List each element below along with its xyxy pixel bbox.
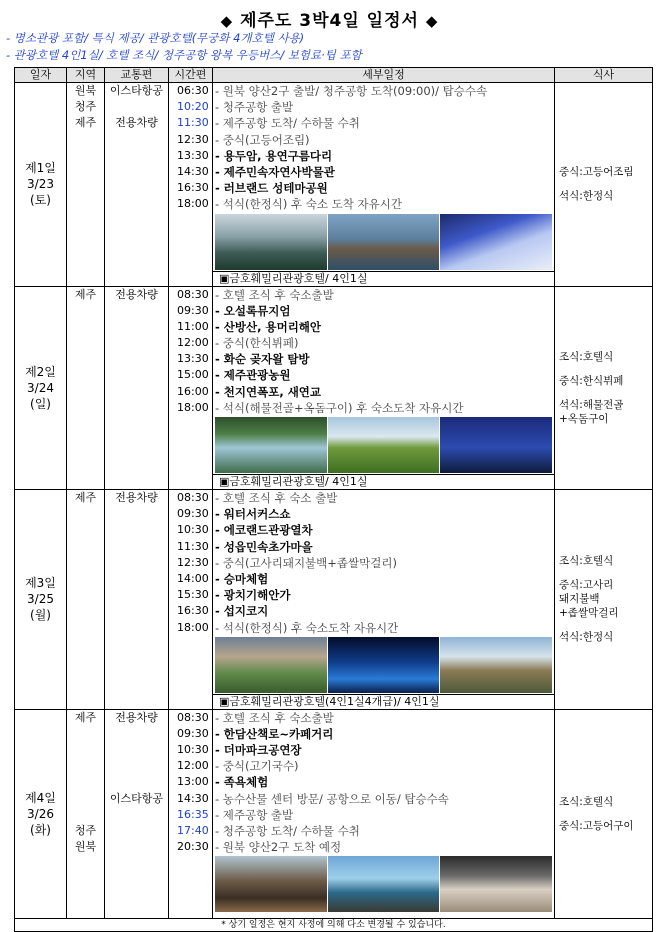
header-row	[15, 68, 653, 83]
time-entry: 09:30	[177, 303, 209, 317]
header-transport: 교통편	[105, 68, 169, 83]
itinerary-item: - 청주공항 출발	[215, 100, 294, 115]
header-meals: 식사	[555, 68, 653, 83]
header-details: 세부일정	[213, 68, 555, 83]
meal-line	[559, 364, 652, 374]
time-cell	[169, 709, 213, 919]
time-entry: 13:30	[177, 352, 209, 366]
time-entry: 16:00	[177, 384, 209, 398]
itinerary-item: - 성읍민속초가마을	[215, 539, 313, 554]
region-line: 청주	[74, 100, 97, 114]
meal-line: 돼지불백	[559, 593, 600, 606]
meal-line: 석식:한정식	[559, 190, 614, 203]
time-cell	[169, 490, 213, 710]
itinerary-item: - 석식(한정식) 후 숙소도착 자유시간	[215, 620, 399, 635]
detail-cell	[213, 490, 555, 710]
day-date-line: 3/26	[27, 807, 54, 822]
coastal-walk-photo	[328, 856, 440, 912]
note-line-1: - 명소관광 포함/ 특식 제공/ 관광호텔(무궁화 4개호텔 사용)	[6, 31, 305, 45]
meal-line: 석식:해물전골	[559, 398, 624, 411]
day-date-cell	[15, 83, 67, 287]
time-entry: 09:30	[177, 726, 209, 740]
folk-village-photo	[440, 637, 552, 693]
day-date-line: 제2일	[25, 364, 56, 379]
time-entry: 10:30	[177, 743, 209, 757]
transport-cell	[105, 709, 169, 919]
itinerary-item: - 광치기해안가	[215, 588, 291, 603]
meal-cell	[555, 286, 653, 490]
transport-line: 전용차량	[115, 116, 158, 130]
day-date-line: (화)	[30, 823, 51, 838]
meal-line: 중식:고사리	[559, 579, 614, 592]
detail-cell	[213, 83, 555, 287]
time-entry: 17:40	[177, 824, 209, 837]
itinerary-item: - 제주공항 출발	[215, 807, 294, 822]
region-cell	[67, 490, 105, 710]
meal-line: 중식:한식뷔페	[559, 374, 624, 387]
time-entry: 20:30	[177, 840, 209, 854]
meal-line: 조식:호텔식	[559, 555, 614, 568]
time-entry: 18:00	[177, 400, 209, 414]
itinerary-item: - 제주관광농원	[215, 368, 291, 383]
meal-line: +좁쌀막걸리	[559, 607, 619, 620]
transport-line	[105, 99, 168, 115]
day-row	[15, 490, 653, 710]
time-entry: 16:30	[177, 181, 209, 195]
day-date-line: 3/25	[27, 592, 54, 607]
meal-cell	[555, 490, 653, 710]
itinerary-item: - 원북 양산2구 도착 예정	[215, 840, 342, 855]
time-entry: 08:30	[177, 710, 209, 724]
time-entry: 14:30	[177, 791, 209, 805]
meal-cell	[555, 83, 653, 287]
itinerary-item: - 더마파크공연장	[215, 743, 302, 758]
coastal-rock-photo	[328, 214, 440, 270]
photo-strip	[215, 417, 552, 473]
region-line: 원북	[74, 840, 97, 854]
region-line	[67, 726, 104, 742]
day-row	[15, 709, 653, 919]
suspension-bridge-photo	[215, 214, 327, 270]
night-bridge-photo	[440, 417, 552, 473]
photo-strip	[215, 856, 552, 912]
day-date-line: (월)	[30, 608, 51, 623]
time-entry: 12:30	[177, 555, 209, 569]
time-cell	[169, 286, 213, 490]
detail-cell	[213, 286, 555, 490]
transport-line: 이스타항공	[109, 791, 164, 805]
itinerary-item: - 중식(한식뷔페)	[215, 336, 299, 351]
time-entry: 12:00	[177, 336, 209, 350]
meal-line: 중식:고등어구이	[559, 820, 634, 833]
time-entry: 08:30	[177, 287, 209, 301]
theme-park-photo	[440, 214, 552, 270]
meal-line	[559, 620, 652, 630]
meal-line	[559, 568, 652, 578]
day-date-cell	[15, 490, 67, 710]
meal-line: 중식:고등어조림	[559, 166, 634, 179]
time-entry: 10:20	[177, 100, 209, 114]
meal-line: 조식:호텔식	[559, 350, 614, 363]
hotel-line: ▣금호훼밀리관광호텔/ 4인1실	[213, 271, 554, 286]
itinerary-item: - 산방산, 용머리해안	[215, 319, 322, 334]
region-cell	[67, 709, 105, 919]
itinerary-item: - 중식(고등어조림)	[215, 132, 310, 147]
itinerary-item: - 호텔 조식 후 숙소 출발	[215, 491, 338, 505]
itinerary-item: - 청주공항 도착/ 수하물 수취	[215, 824, 360, 838]
transport-line: 전용차량	[115, 287, 158, 301]
region-cell	[67, 83, 105, 287]
waterfall-photo	[215, 417, 327, 473]
region-line: 원북	[74, 84, 97, 97]
itinerary-item: - 원북 양산2구 출발/ 청주공항 도착(09:00)/ 탑승수속	[215, 84, 488, 98]
transport-cell	[105, 490, 169, 710]
region-line: 제주	[74, 287, 97, 301]
itinerary-item: - 농수산물 센터 방문/ 공항으로 이동/ 탑승수속	[215, 791, 449, 806]
itinerary-item: - 오설록뮤지엄	[215, 303, 291, 318]
coastline-field-photo	[215, 637, 327, 693]
photo-strip	[215, 637, 552, 693]
green-tea-field-photo	[328, 417, 440, 473]
meal-line	[559, 388, 652, 398]
day-date-line: (토)	[30, 193, 51, 208]
diamond-icon: ◆	[425, 12, 439, 30]
meal-line	[559, 809, 652, 819]
time-entry: 11:30	[177, 539, 209, 553]
itinerary-item: - 한담산책로~카페거리	[215, 726, 334, 741]
title-text: 제주도 3박4일 일정서	[240, 11, 419, 31]
region-line: 제주	[74, 710, 97, 724]
transport-line	[105, 774, 168, 790]
region-cell	[67, 286, 105, 490]
note-line-2: - 관광호텔 4인1실/ 호텔 조식/ 청주공항 왕복 우등버스/ 보험료·팁 포함	[6, 48, 362, 62]
region-line	[67, 774, 104, 790]
time-entry: 14:30	[177, 164, 209, 178]
transport-line: 이스타항공	[109, 84, 164, 97]
region-line: 제주	[74, 116, 97, 130]
region-line: 청주	[74, 824, 97, 837]
time-entry: 12:30	[177, 132, 209, 146]
region-line	[67, 742, 104, 758]
itinerary-item: - 호텔 조식 후 숙소출발	[215, 287, 334, 302]
time-cell	[169, 83, 213, 287]
transport-line: 전용차량	[115, 710, 158, 724]
meal-line: 조식:호텔식	[559, 796, 614, 809]
time-entry: 18:00	[177, 197, 209, 211]
itinerary-item: - 호텔 조식 후 숙소출발	[215, 710, 334, 725]
region-line	[67, 758, 104, 774]
time-entry: 13:30	[177, 148, 209, 162]
photo-strip	[215, 214, 552, 270]
detail-cell	[213, 709, 555, 919]
day-date-cell	[15, 286, 67, 490]
time-entry: 15:30	[177, 588, 209, 602]
transport-cell	[105, 83, 169, 287]
time-entry: 18:00	[177, 620, 209, 634]
day-row	[15, 83, 653, 287]
header-time: 시간편	[169, 68, 213, 83]
footer-note: * 상기 일정은 현지 사정에 의해 다소 변경될 수 있습니다.	[15, 919, 653, 932]
time-entry: 16:35	[177, 807, 209, 821]
day-date-line: 제1일	[25, 161, 56, 176]
time-entry: 15:00	[177, 368, 209, 382]
water-circus-photo	[328, 637, 440, 693]
time-entry: 16:30	[177, 604, 209, 618]
region-line: 제주	[74, 491, 97, 504]
itinerary-item: - 승마체험	[215, 571, 269, 586]
itinerary-item: - 중식(고사리돼지불백+좁쌀막걸리)	[215, 555, 397, 570]
itinerary-item: - 중식(고기국수)	[215, 759, 299, 774]
time-entry: 09:30	[177, 507, 209, 521]
hotel-line: ▣금호훼밀리관광호텔(4인1실4개급)/ 4인1실	[213, 694, 554, 709]
region-line	[67, 807, 104, 823]
time-entry: 12:00	[177, 759, 209, 773]
time-entry: 10:30	[177, 523, 209, 537]
itinerary-item: - 천지연폭포, 새연교	[215, 384, 322, 399]
itinerary-item: - 족욕체험	[215, 775, 269, 790]
schedule-table	[14, 67, 653, 932]
day-date-line: 제4일	[25, 791, 56, 806]
time-entry: 11:30	[177, 116, 209, 130]
meal-line: +옥돔구이	[559, 412, 609, 425]
time-entry: 06:30	[177, 84, 209, 97]
transport-line	[105, 742, 168, 758]
transport-line	[105, 758, 168, 774]
itinerary-item: - 에코랜드관광열차	[215, 523, 313, 538]
footbath-photo	[440, 856, 552, 912]
diamond-icon: ◆	[220, 12, 234, 30]
time-entry: 13:00	[177, 775, 209, 789]
itinerary-item: - 화순 곶자왈 탐방	[215, 352, 310, 367]
itinerary-item: - 제주민속자연사박물관	[215, 164, 335, 179]
hotel-line: ▣금호훼밀리관광호텔/ 4인1실	[213, 474, 554, 489]
day-date-line: 3/24	[27, 380, 54, 395]
itinerary-item: - 석식(한정식) 후 숙소 도착 자유시간	[215, 197, 402, 212]
time-entry: 11:00	[177, 319, 209, 333]
day-date-line: (일)	[30, 396, 51, 411]
itinerary-item: - 제주공항 도착/ 수하물 수취	[215, 116, 360, 131]
day-date-cell	[15, 709, 67, 919]
time-entry: 08:30	[177, 491, 209, 504]
page-title	[0, 6, 659, 31]
transport-cell	[105, 286, 169, 490]
header-date: 일자	[15, 68, 67, 83]
day-date-line: 3/23	[27, 177, 54, 192]
itinerary-item: - 석식(해물전골+옥돔구이) 후 숙소도착 자유시간	[215, 400, 464, 415]
time-entry: 14:00	[177, 571, 209, 585]
day-date-line: 제3일	[25, 576, 56, 591]
region-line	[67, 791, 104, 807]
meal-cell	[555, 709, 653, 919]
itinerary-item: - 러브랜드 성테마공원	[215, 181, 328, 196]
itinerary-item: - 용두암, 용연구름다리	[215, 148, 333, 163]
day-row	[15, 286, 653, 490]
header-region: 지역	[67, 68, 105, 83]
horse-show-photo	[215, 856, 327, 912]
itinerary-item: - 섭지코지	[215, 604, 269, 619]
transport-line	[105, 726, 168, 742]
transport-line: 전용차량	[115, 491, 158, 504]
meal-line: 석식:한정식	[559, 631, 614, 644]
meal-line	[559, 179, 652, 189]
itinerary-item: - 워터서커스쇼	[215, 507, 291, 522]
